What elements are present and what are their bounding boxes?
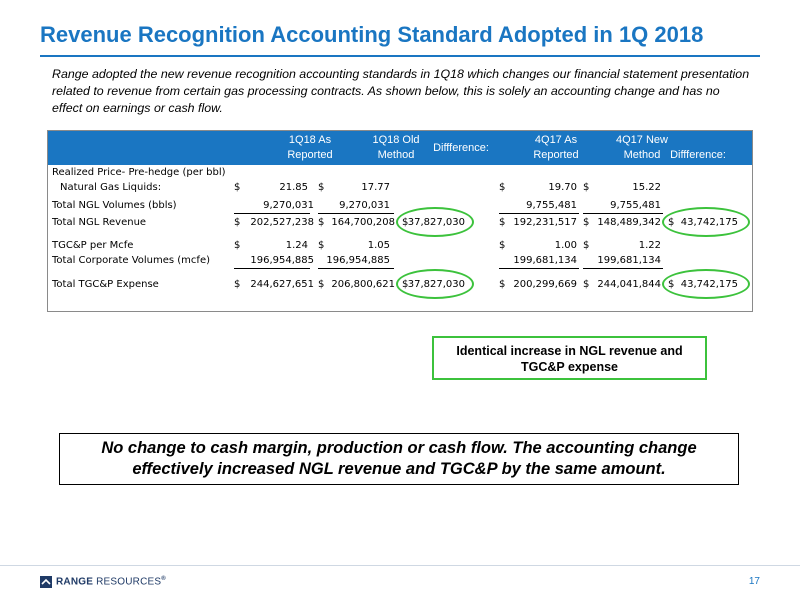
- table-header: [48, 131, 752, 165]
- title-divider: [40, 55, 760, 57]
- cell-4q17-reported: 199,681,134: [513, 255, 577, 266]
- cell-1q18-reported: 1.24: [285, 240, 308, 251]
- highlight-oval-tgcp-expense-4q17: [662, 269, 750, 299]
- comparison-table: [47, 130, 753, 312]
- cell-difference-1q18: 37,827,030: [407, 279, 465, 290]
- row-label: Total Corporate Volumes (mcfe): [52, 255, 210, 266]
- table-row: [48, 198, 752, 213]
- cell-4q17-new: 1.22: [638, 240, 661, 251]
- cell-4q17-reported: 200,299,669: [513, 279, 577, 290]
- header-difference-1q18: Diffference:: [433, 142, 489, 154]
- currency-symbol: $: [234, 279, 241, 290]
- currency-symbol: $: [499, 217, 506, 228]
- cell-1q18-reported: 196,954,885: [250, 255, 314, 266]
- cell-1q18-old: 17.77: [361, 182, 390, 193]
- cell-4q17-new: 244,041,844: [597, 279, 661, 290]
- row-label: Natural Gas Liquids:: [60, 182, 162, 193]
- cell-1q18-old: 1.05: [367, 240, 390, 251]
- currency-symbol: $: [234, 217, 241, 228]
- header-line: Method: [377, 149, 415, 161]
- highlight-oval-ngl-revenue-1q18: [396, 207, 474, 237]
- currency-symbol: $: [499, 240, 506, 251]
- currency-symbol: $: [402, 279, 409, 290]
- currency-symbol: $: [402, 217, 409, 228]
- cell-4q17-reported: 192,231,517: [513, 217, 577, 228]
- cell-1q18-old: 206,800,621: [331, 279, 395, 290]
- row-label: TGC&P per Mcfe: [52, 240, 134, 251]
- currency-symbol: $: [318, 217, 325, 228]
- underline: [583, 268, 663, 269]
- cell-4q17-new: 199,681,134: [597, 255, 661, 266]
- table-row: [48, 238, 752, 253]
- header-line: 1Q18 As: [288, 134, 332, 146]
- currency-symbol: $: [234, 182, 241, 193]
- cell-4q17-reported: 1.00: [554, 240, 577, 251]
- currency-symbol: $: [583, 240, 590, 251]
- range-logo-icon: [40, 576, 52, 588]
- header-line: 1Q18 Old: [372, 134, 420, 146]
- currency-symbol: $: [318, 279, 325, 290]
- cell-1q18-old: 164,700,208: [331, 217, 395, 228]
- row-label: Total TGC&P Expense: [52, 279, 159, 290]
- header-line: 4Q17 New: [616, 134, 668, 146]
- currency-symbol: $: [583, 279, 590, 290]
- logo-text: [56, 576, 166, 587]
- cell-4q17-new: 148,489,342: [597, 217, 661, 228]
- cell-4q17-new: 9,755,481: [610, 200, 661, 211]
- header-4q17-as-reported: [508, 133, 604, 163]
- logo-text-bold: RANGE: [56, 576, 94, 588]
- currency-symbol: $: [499, 279, 506, 290]
- currency-symbol: $: [583, 182, 590, 193]
- underline: [234, 213, 310, 214]
- table-row: [48, 253, 752, 268]
- underline: [318, 268, 394, 269]
- no-change-callout: No change to cash margin, production or cash flow. The accounting change effectively increased NGL revenue and TGC&P by the same amount.: [59, 433, 739, 485]
- header-1q18-as-reported: [262, 133, 358, 163]
- underline: [234, 268, 310, 269]
- cell-1q18-reported: 21.85: [279, 182, 308, 193]
- header-line: Reported: [533, 149, 579, 161]
- cell-1q18-reported: 9,270,031: [263, 200, 314, 211]
- identical-increase-callout: Identical increase in NGL revenue and TGC&P expense: [432, 336, 707, 380]
- highlight-oval-tgcp-expense-1q18: [396, 269, 474, 299]
- cell-4q17-reported: 19.70: [548, 182, 577, 193]
- underline: [583, 213, 663, 214]
- cell-1q18-reported: 202,527,238: [250, 217, 314, 228]
- currency-symbol: $: [583, 217, 590, 228]
- cell-4q17-new: 15.22: [632, 182, 661, 193]
- header-difference-4q17: Diffference:: [670, 149, 726, 161]
- cell-difference-4q17: 43,742,175: [680, 217, 738, 228]
- range-resources-logo: [40, 575, 166, 589]
- currency-symbol: $: [499, 182, 506, 193]
- row-label: Total NGL Revenue: [52, 217, 147, 228]
- table-row: [48, 180, 752, 195]
- registered-mark: ®: [161, 576, 166, 583]
- table-row: [48, 165, 752, 180]
- currency-symbol: $: [318, 240, 325, 251]
- row-label: Total NGL Volumes (bbls): [52, 200, 177, 211]
- intro-paragraph: Range adopted the new revenue recognition accounting standards in 1Q18 which changes our financial statement presentation related to revenue from certain gas processing contracts. As shown below, this is solely an accounting change and has no effect on earnings or cash flow.: [52, 67, 750, 115]
- underline: [499, 268, 579, 269]
- cell-1q18-old: 9,270,031: [339, 200, 390, 211]
- currency-symbol: $: [234, 240, 241, 251]
- underline: [318, 213, 394, 214]
- row-label: Realized Price- Pre-hedge (per bbl): [52, 167, 226, 178]
- page-number: 17: [748, 576, 760, 587]
- footer-divider: [0, 565, 800, 566]
- header-line: Reported: [287, 149, 333, 161]
- cell-1q18-old: 196,954,885: [326, 255, 390, 266]
- cell-difference-4q17: 43,742,175: [680, 279, 738, 290]
- header-line: 4Q17 As: [534, 134, 578, 146]
- logo-text-light: RESOURCES: [96, 576, 162, 588]
- header-line: Method: [623, 149, 661, 161]
- currency-symbol: $: [668, 217, 675, 228]
- cell-4q17-reported: 9,755,481: [526, 200, 577, 211]
- cell-difference-1q18: 37,827,030: [407, 217, 465, 228]
- underline: [499, 213, 579, 214]
- slide-title: Revenue Recognition Accounting Standard Adopted in 1Q 2018: [40, 22, 704, 47]
- currency-symbol: $: [668, 279, 675, 290]
- highlight-oval-ngl-revenue-4q17: [662, 207, 750, 237]
- cell-1q18-reported: 244,627,651: [250, 279, 314, 290]
- currency-symbol: $: [318, 182, 325, 193]
